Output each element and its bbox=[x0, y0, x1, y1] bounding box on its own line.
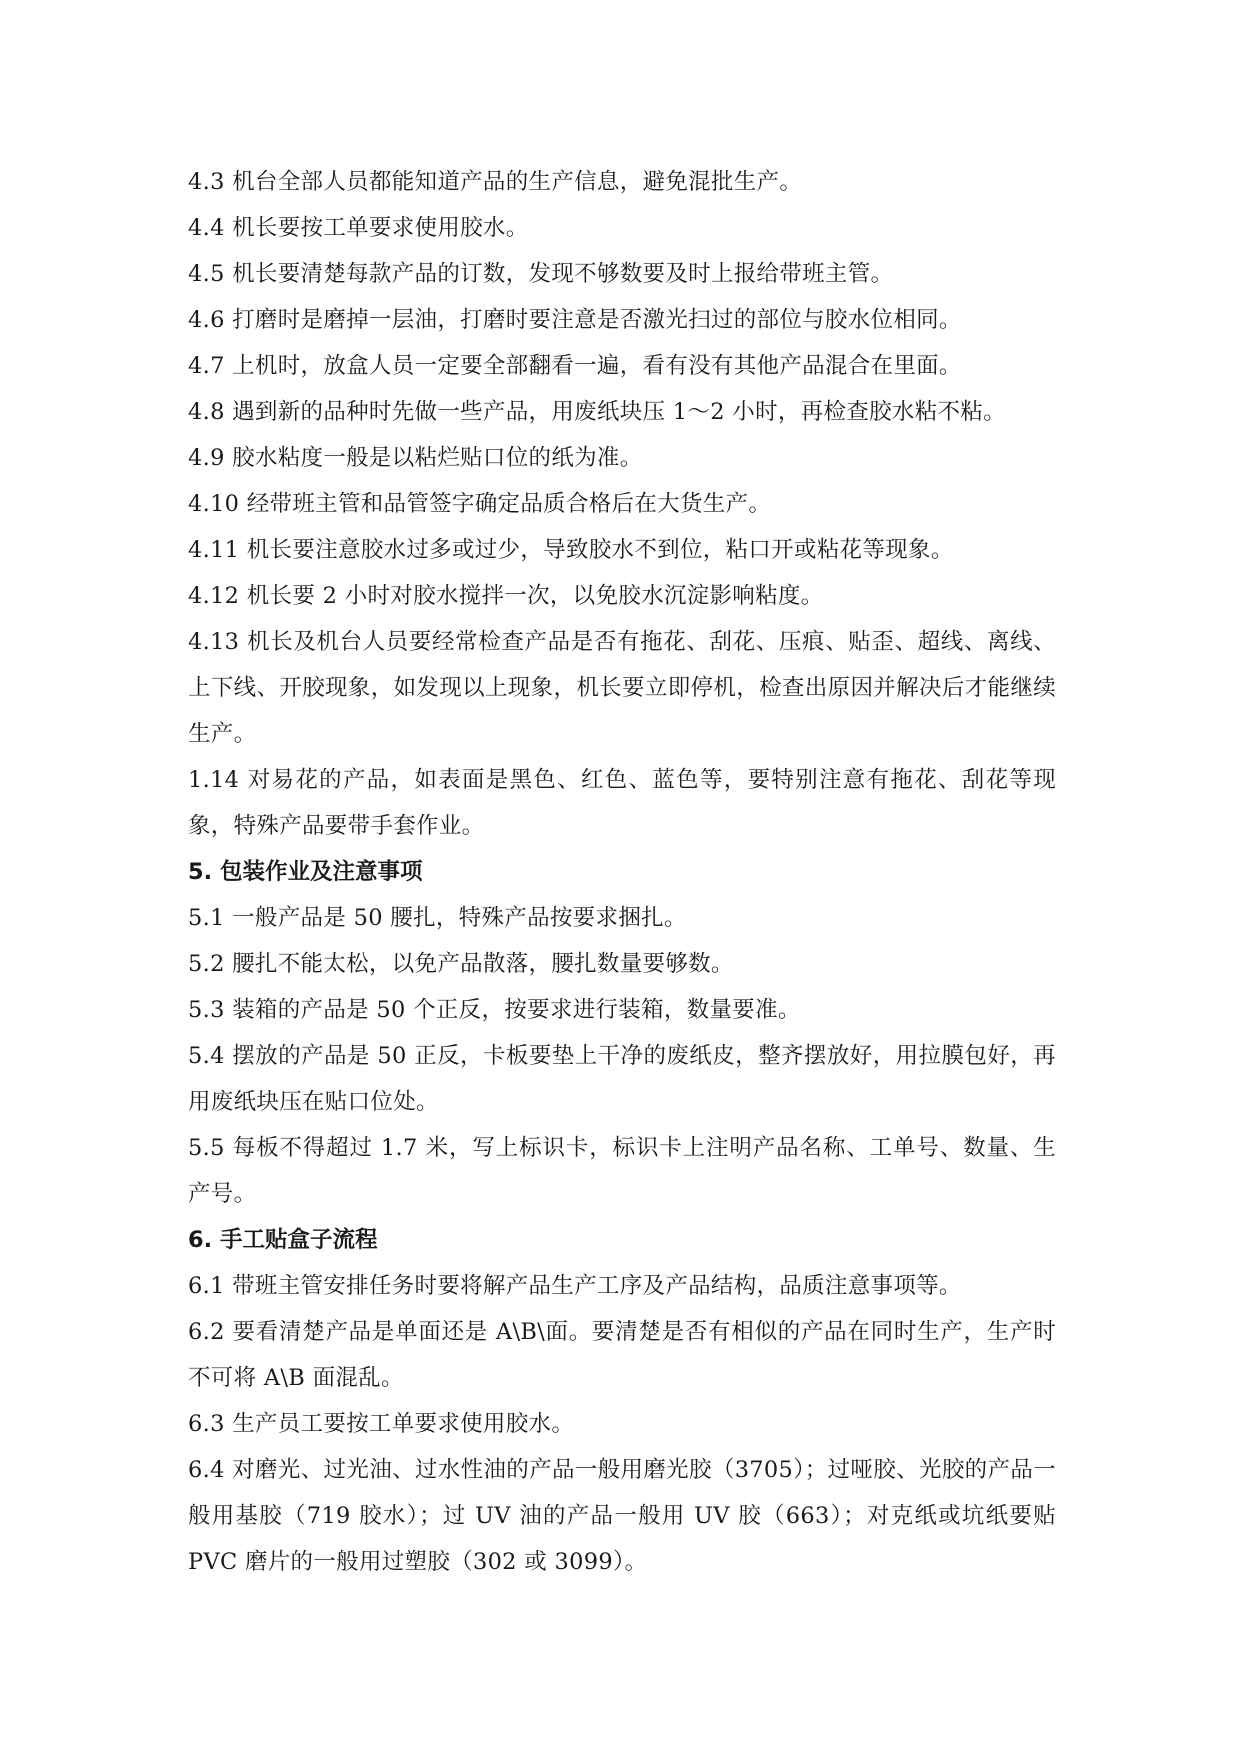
paragraph-4-7: 4.7 上机时，放盒人员一定要全部翻看一遍，看有没有其他产品混合在里面。 bbox=[188, 353, 962, 379]
paragraph-5-2: 5.2 腰扎不能太松，以免产品散落，腰扎数量要够数。 bbox=[188, 951, 734, 977]
section-heading-6: 6. 手工贴盒子流程 bbox=[188, 1227, 378, 1253]
paragraph-6-2: 6.2 要看清楚产品是单面还是 A\B\面。要清楚是否有相似的产品在同时生产，生产时不可将 A\B 面混乱。 bbox=[188, 1319, 1056, 1391]
paragraph-4-6: 4.6 打磨时是磨掉一层油，打磨时要注意是否激光扫过的部位与胶水位相同。 bbox=[188, 307, 962, 333]
paragraph-5-4: 5.4 摆放的产品是 50 正反，卡板要垫上干净的废纸皮，整齐摆放好，用拉膜包好，再用废纸块压在贴口位处。 bbox=[188, 1043, 1056, 1115]
section-heading-5: 5. 包装作业及注意事项 bbox=[188, 859, 423, 885]
paragraph-1-14: 1.14 对易花的产品，如表面是黑色、红色、蓝色等，要特别注意有拖花、刮花等现象，特殊产品要带手套作业。 bbox=[188, 767, 1056, 839]
paragraph-4-4: 4.4 机长要按工单要求使用胶水。 bbox=[188, 215, 529, 241]
paragraph-4-10: 4.10 经带班主管和品管签字确定品质合格后在大货生产。 bbox=[188, 491, 772, 517]
paragraph-4-9: 4.9 胶水粘度一般是以粘烂贴口位的纸为准。 bbox=[188, 445, 643, 471]
paragraph-6-3: 6.3 生产员工要按工单要求使用胶水。 bbox=[188, 1411, 575, 1437]
paragraph-4-3: 4.3 机台全部人员都能知道产品的生产信息，避免混批生产。 bbox=[188, 169, 803, 195]
paragraph-4-5: 4.5 机长要清楚每款产品的订数，发现不够数要及时上报给带班主管。 bbox=[188, 261, 894, 287]
document-page bbox=[188, 159, 1056, 1585]
paragraph-6-1: 6.1 带班主管安排任务时要将解产品生产工序及产品结构，品质注意事项等。 bbox=[188, 1273, 962, 1299]
paragraph-4-12: 4.12 机长要 2 小时对胶水搅拌一次，以免胶水沉淀影响粘度。 bbox=[188, 583, 824, 609]
paragraph-6-4: 6.4 对磨光、过光油、过水性油的产品一般用磨光胶（3705）；过哑胶、光胶的产品一般用基胶（719 胶水）；过 UV 油的产品一般用 UV 胶（663）；对克纸或坑纸要贴 PVC 磨片的一般用过塑胶（302 或 3099）。 bbox=[188, 1457, 1056, 1575]
paragraph-4-11: 4.11 机长要注意胶水过多或过少，导致胶水不到位，粘口开或粘花等现象。 bbox=[188, 537, 954, 563]
paragraph-4-8: 4.8 遇到新的品种时先做一些产品，用废纸块压 1～2 小时，再检查胶水粘不粘。 bbox=[188, 399, 1006, 425]
paragraph-5-5: 5.5 每板不得超过 1.7 米，写上标识卡，标识卡上注明产品名称、工单号、数量、生产号。 bbox=[188, 1135, 1056, 1207]
paragraph-5-3: 5.3 装箱的产品是 50 个正反，按要求进行装箱，数量要准。 bbox=[188, 997, 801, 1023]
paragraph-4-13: 4.13 机长及机台人员要经常检查产品是否有拖花、刮花、压痕、贴歪、超线、离线、上下线、开胶现象，如发现以上现象，机长要立即停机，检查出原因并解决后才能继续生产。 bbox=[188, 629, 1056, 747]
paragraph-5-1: 5.1 一般产品是 50 腰扎，特殊产品按要求捆扎。 bbox=[188, 905, 687, 931]
